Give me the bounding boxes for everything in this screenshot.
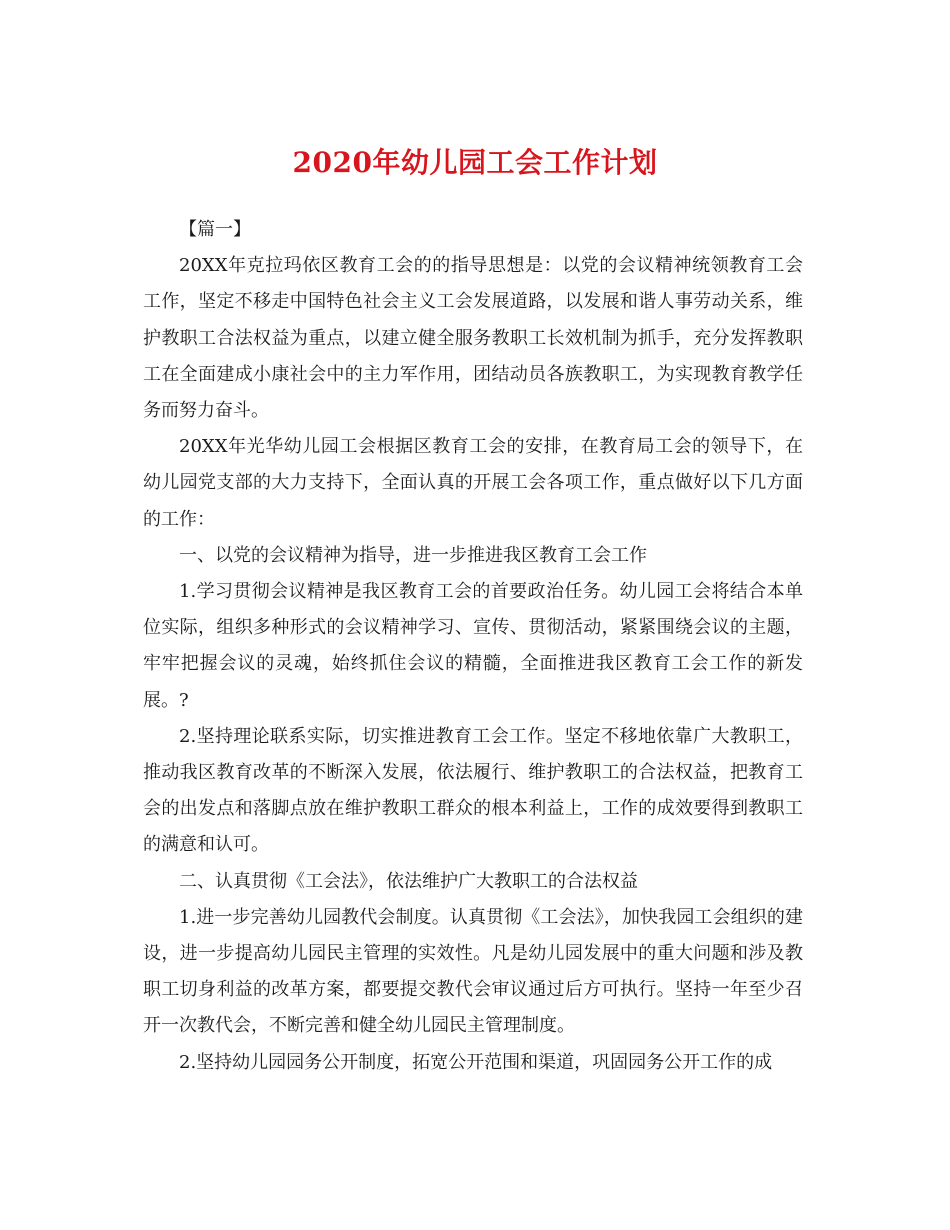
section-heading: 二、认真贯彻《工会法》，依法维护广大教职工的合法权益 [179, 870, 638, 892]
paragraph: 2.坚持幼儿园园务公开制度，拓宽公开范围和渠道，巩固园务公开工作的成 [179, 1051, 773, 1073]
paragraph: 1.进一步完善幼儿园教代会制度。认真贯彻《工会法》，加快我园工会组织的建设，进一步提高幼儿园民主管理的实效性。凡是幼儿园发展中的重大问题和涉及教职工切身利益的改革方案，都要提交教代会审议通过后方可执行。坚持一年至少召开一次教代会，不断完善和健全幼儿园民主管理制度。 [143, 906, 803, 1037]
paragraph: 2.坚持理论联系实际，切实推进教育工会工作。坚定不移地依靠广大教职工，推动我区教育改革的不断深入发展，依法履行、维护教职工的合法权益，把教育工会的出发点和落脚点放在维护教职工群众的根本利益上，工作的成效要得到教职工的满意和认可。 [143, 725, 803, 856]
paragraph: 1.学习贯彻会议精神是我区教育工会的首要政治任务。幼儿园工会将结合本单位实际，组织多种形式的会议精神学习、宣传、贯彻活动，紧紧围绕会议的主题，牢牢把握会议的灵魂，始终抓住会议的精髓，全面推进我区教育工会工作的新发展。? [143, 581, 803, 711]
section-heading: 一、以党的会议精神为指导，进一步推进我区教育工会工作 [179, 544, 647, 566]
paragraph: 20XX年克拉玛依区教育工会的的指导思想是：以党的会议精神统领教育工会工作，坚定不移走中国特色社会主义工会发展道路，以发展和谐人事劳动关系，维护教职工合法权益为重点，以建立健全服务教职工长效机制为抓手，充分发挥教职工在全面建成小康社会中的主力军作用，团结动员各族教职工，为实现教育教学任务而努力奋斗。 [143, 255, 803, 422]
document-title: 2020年幼儿园工会工作计划 [292, 146, 658, 179]
section-label: 【篇一】 [179, 219, 251, 240]
document-body [143, 212, 803, 1081]
paragraph: 20XX年光华幼儿园工会根据区教育工会的安排，在教育局工会的领导下，在幼儿园党支部的大力支持下，全面认真的开展工会各项工作，重点做好以下几方面的工作： [143, 436, 803, 530]
